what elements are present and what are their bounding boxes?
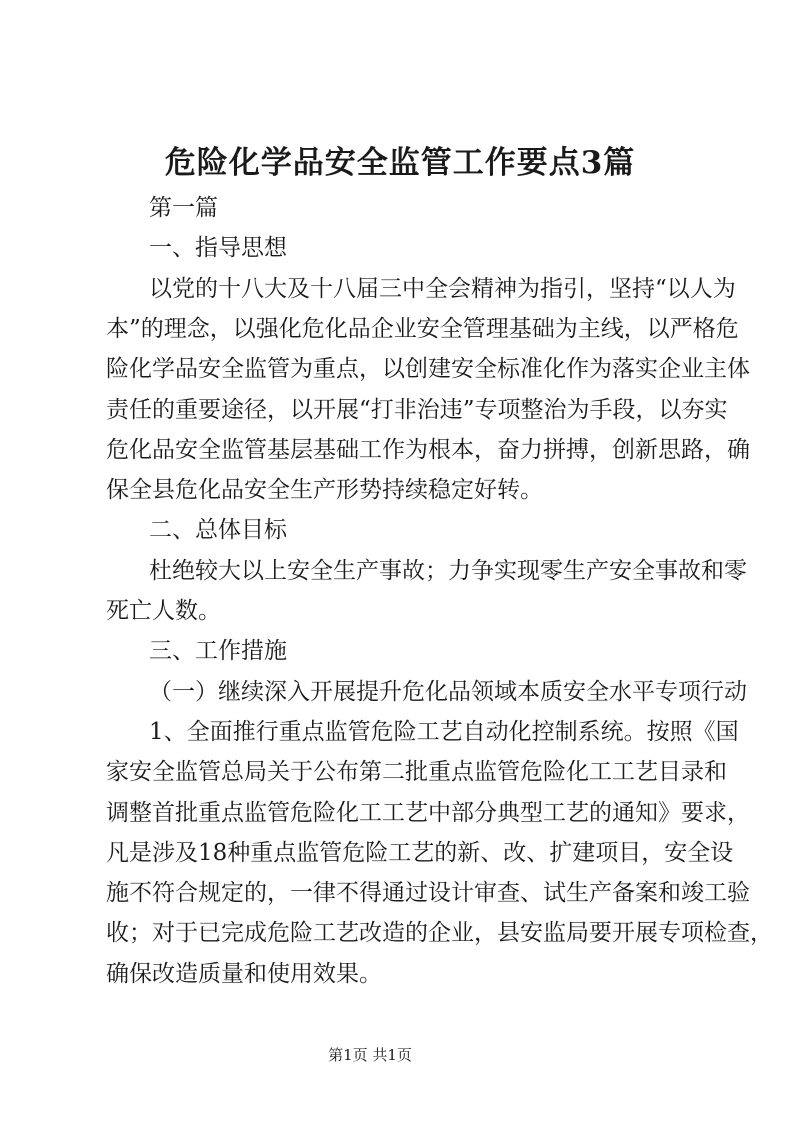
text-line: 三、工作措施 xyxy=(149,638,287,665)
text-line: 家安全监管总局关于公布第二批重点监管危险化工工艺目录和 xyxy=(106,759,727,786)
text-line: 收；对于已完成危险工艺改造的企业，县安监局要开展专项检查， xyxy=(106,920,773,947)
text-line: 调整首批重点监管危险化工工艺中部分典型工艺的通知》要求， xyxy=(106,799,750,826)
text-line: 本”的理念，以强化危化品企业安全管理基础为主线，以严格危 xyxy=(106,315,739,342)
text-line: 保全县危化品安全生产形势持续稳定好转。 xyxy=(106,477,543,504)
text-line: 以党的十八大及十八届三中全会精神为指引，坚持“以人为 xyxy=(149,275,736,302)
text-line: 险化学品安全监管为重点，以创建安全标准化作为落实企业主体 xyxy=(106,356,750,383)
page-footer: 第1页 共1页 xyxy=(328,1046,412,1064)
text-line: 第一篇 xyxy=(149,195,218,221)
text-line: 1、全面推行重点监管危险工艺自动化控制系统。按照《国 xyxy=(149,718,739,745)
text-line: 凡是涉及18种重点监管危险工艺的新、改、扩建项目，安全设 xyxy=(106,839,734,866)
text-line: 确保改造质量和使用效果。 xyxy=(106,960,382,987)
text-line: 杜绝较大以上安全生产事故；力争实现零生产安全事故和零 xyxy=(149,557,747,584)
text-line: 危化品安全监管基层基础工作为根本，奋力拼搏，创新思路，确 xyxy=(106,436,750,463)
text-line: 死亡人数。 xyxy=(106,598,221,624)
text-line: （一）继续深入开展提升危化品领域本质安全水平专项行动 xyxy=(149,678,747,705)
document-title: 危险化学品安全监管工作要点3篇 xyxy=(164,145,636,181)
text-line: 二、总体目标 xyxy=(149,517,287,544)
text-line: 一、指导思想 xyxy=(149,235,287,262)
text-line: 施不符合规定的，一律不得通过设计审查、试生产备案和竣工验 xyxy=(106,880,750,907)
text-line: 责任的重要途径，以开展“打非治违”专项整治为手段，以夯实 xyxy=(106,396,728,423)
